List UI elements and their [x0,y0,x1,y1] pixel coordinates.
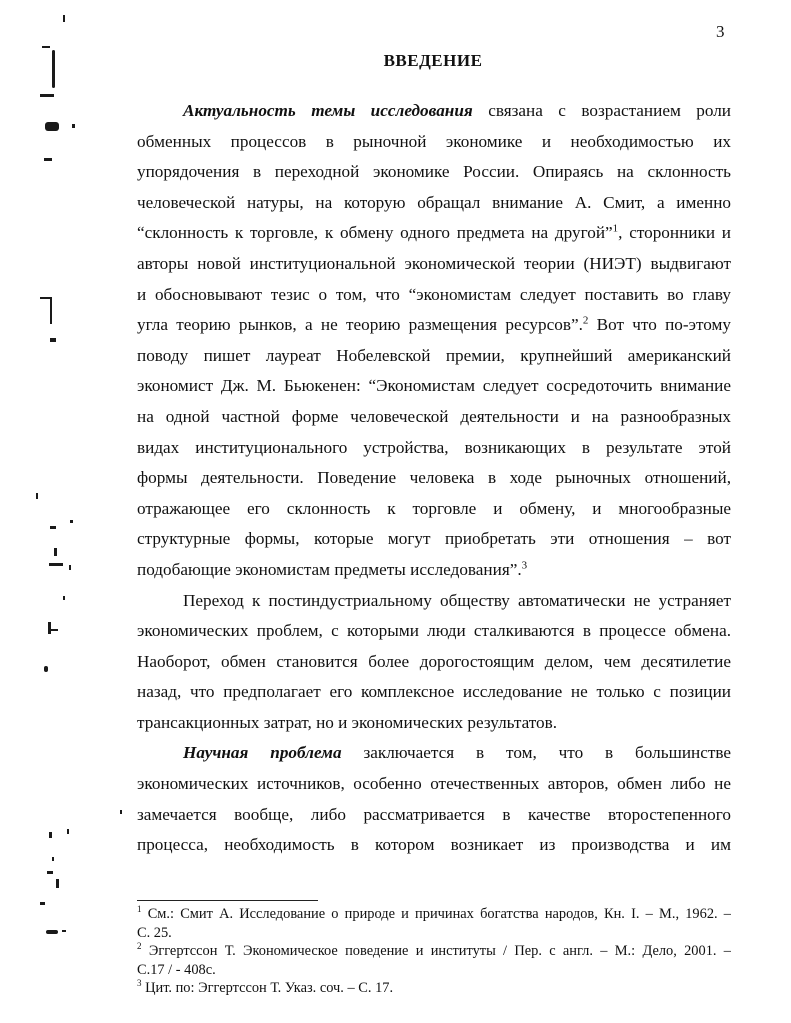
paragraph-line: поводу пишет лауреат Нобелевской премии, крупнейший американский [137,345,731,365]
page-title: ВВЕДЕНИЕ [383,51,483,70]
paragraph-line: видах институционального устройства, возникающих в результате этой [137,437,731,457]
footnote-ref-1: 1 [612,222,619,235]
footnote-number: 2 [137,942,142,952]
paragraph-line: отражающее его склонность к торговле и обмену, и многообразные [137,498,731,518]
scan-mark [46,930,58,934]
footnote-2-cont: С.17 / - 408с. [137,961,216,978]
scan-mark [56,879,59,888]
paragraph-line: Переход к постиндустриальному обществу автоматически не устраняет [183,590,731,610]
paragraph-line [137,310,731,341]
paragraph-line: авторы новой институциональной экономической теории (НИЭТ) выдвигают [137,253,731,273]
scan-mark [44,666,48,672]
paragraph-line: упорядочения в переходной экономике России. Опираясь на склонность [137,162,731,182]
scan-mark [49,563,63,566]
scan-mark [63,596,65,600]
footnote-3 [137,979,731,998]
scan-mark [44,158,52,161]
line-text: “склонность к торговле, к обмену одного предмета на другой” [137,223,613,243]
scan-mark [67,829,69,834]
scan-mark [42,46,50,48]
paragraph-line: экономических источников, особенно отечественных авторов, обмен либо не [137,774,731,794]
footnote-text: Цит. по: Эггертссон Т. Указ. соч. – С. 17. [145,980,394,997]
paragraph-line: процесса, необходимость в котором возникает из производства и им [137,835,731,855]
paragraph-line: трансакционных затрат, но и экономических результатов. [137,712,558,732]
paragraph-line [137,96,731,127]
scan-mark [49,832,52,838]
scan-mark [36,493,38,499]
scan-mark [72,124,75,128]
scan-mark [48,629,58,631]
scan-mark [50,526,56,529]
scan-mark [45,122,59,131]
footnote-2 [137,942,731,961]
scan-mark [50,338,56,342]
scan-mark [50,299,52,324]
scan-mark [62,930,66,932]
scan-mark [40,94,54,97]
footnote-1-cont: С. 25. [137,924,172,941]
footnote-text: Эггертссон Т. Экономическое поведение и институты / Пер. с англ. – М.: Дело, 2001. – [148,943,731,960]
topic-relevance-lead: Актуальность темы исследования [183,101,473,120]
paragraph-line: назад, что предполагает его комплексное исследование не только с позиции [137,682,731,702]
paragraph-line: и обосновывают тезис о том, что “экономистам следует поставить во главу [137,284,731,304]
scientific-problem-lead: Научная проблема [183,743,342,763]
paragraph-line: экономических проблем, с которыми люди сталкиваются в процессе обмена. [137,621,731,641]
scan-mark [54,548,57,556]
line-text: Вот что по-этому [588,315,731,335]
paragraph-line: Наоборот, обмен становится более дорогостоящим делом, чем десятилетие [137,651,731,671]
paragraph-line: формы деятельности. Поведение человека в ходе рыночных отношений, [137,468,731,488]
scan-mark [47,871,53,874]
paragraph-line: обменных процессов в рыночной экономике и необходимостью их [137,131,731,151]
scan-mark [70,520,73,523]
line-text: , сторонники и [618,223,731,243]
footnote-number: 1 [137,905,142,915]
scan-mark [48,622,51,634]
footnote-separator [137,900,318,901]
line-text: связана с возрастанием роли [488,101,731,120]
footnote-ref-3: 3 [521,559,528,572]
paragraph-line [137,218,731,249]
scan-mark [40,902,45,905]
scan-mark [120,810,122,814]
paragraph-line: экономист Дж. М. Бьюкенен: “Экономистам следует сосредоточить внимание [137,376,731,396]
paragraph-line: на одной частной форме человеческой деятельности и на разнообразных [137,406,731,426]
scan-mark [69,565,71,570]
footnote-ref-2: 2 [582,314,589,327]
footnote-text: См.: Смит А. Исследование о природе и причинах богатства народов, Кн. I. – М., 1962. – [147,906,731,922]
line-text: заключается в том, что в большинстве [363,743,731,763]
footnote-number: 3 [137,979,142,989]
footnote-1 [137,905,731,924]
body-text [137,96,731,861]
scan-mark [52,50,55,88]
scan-mark [52,857,54,861]
scan-mark [63,15,65,22]
paragraph-line [137,738,731,769]
footnotes [137,905,731,998]
paragraph-line [137,555,731,586]
line-text: подобающие экономистам предметы исследования”. [137,559,522,579]
paragraph-line: структурные формы, которые могут приобретать эти отношения – вот [137,529,731,549]
line-text: угла теорию рынков, а не теорию размещения ресурсов”. [137,315,583,335]
page-number: 3 [716,22,725,41]
paragraph-line: замечается вообще, либо рассматривается в качестве второстепенного [137,804,731,824]
paragraph-line: человеческой натуры, на которую обращал внимание А. Смит, а именно [137,192,731,212]
